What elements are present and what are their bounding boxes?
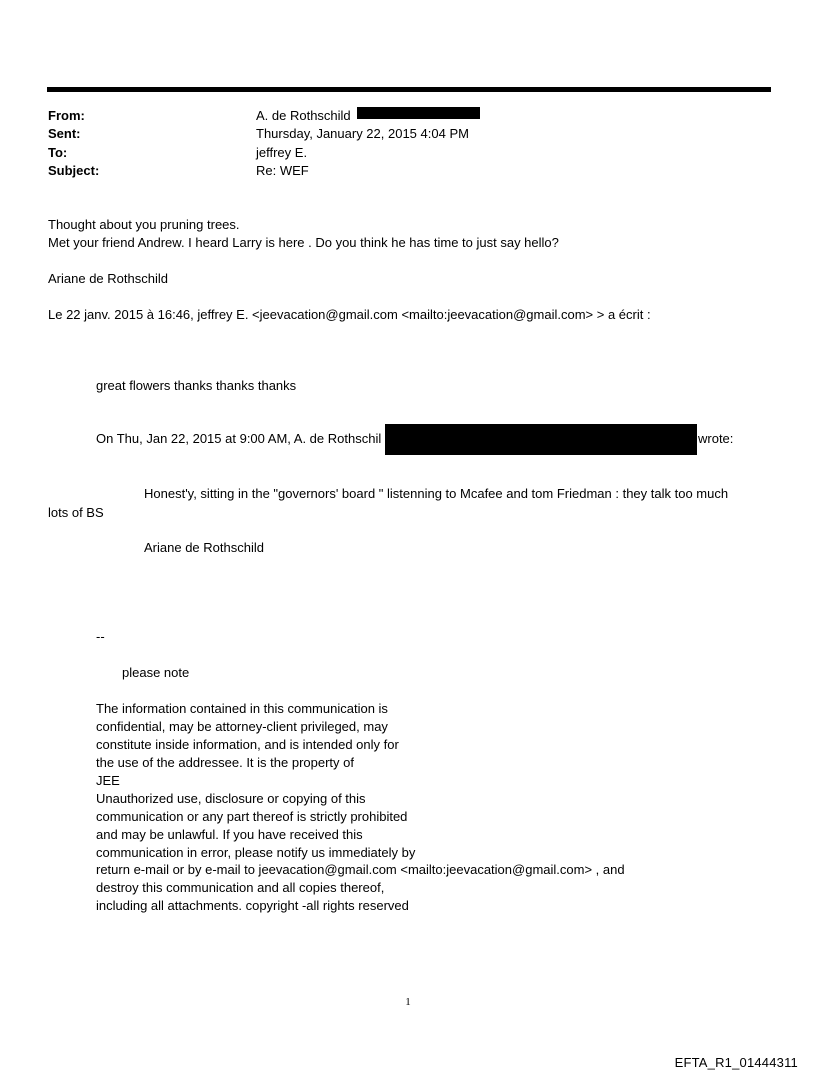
body-signature: Ariane de Rothschild — [48, 271, 168, 286]
disclaimer-line: and may be unlawful. If you have received this — [96, 827, 363, 842]
reply-quote-wrote: wrote: — [698, 431, 734, 446]
disclaimer-line: communication or any part thereof is strictly prohibited — [96, 809, 408, 824]
disclaimer-line: return e-mail or by e-mail to jeevacation@gmail.com <mailto:jeevacation@gmail.com> , and — [96, 862, 625, 877]
nested-line-2: lots of BS — [48, 505, 104, 520]
disclaimer-line: JEE — [96, 773, 120, 788]
reply-text: great flowers thanks thanks thanks — [96, 378, 297, 393]
disclaimer-line: communication in error, please notify us immediately by — [96, 845, 416, 860]
disclaimer-line: The information contained in this communication is — [96, 701, 388, 716]
to-value: jeffrey E. — [256, 145, 308, 160]
body-line-2: Met your friend Andrew. I heard Larry is here . Do you think he has time to just say hello? — [48, 235, 559, 250]
nested-signature: Ariane de Rothschild — [144, 540, 264, 555]
nested-line-1: Honest'y, sitting in the "governors' board " listenning to Mcafee and tom Friedman : they talk too much — [144, 486, 729, 501]
body-line-1: Thought about you pruning trees. — [48, 217, 240, 232]
subject-value: Re: WEF — [256, 163, 309, 178]
redaction-from-email — [357, 107, 480, 119]
page-number: 1 — [405, 996, 411, 1008]
sent-value: Thursday, January 22, 2015 4:04 PM — [256, 126, 469, 141]
header-rule — [47, 87, 771, 92]
disclaimer-line: including all attachments. copyright -all rights reserved — [96, 898, 409, 913]
quote-intro: Le 22 janv. 2015 à 16:46, jeffrey E. <jeevacation@gmail.com <mailto:jeevacation@gmail.com> > a écrit : — [48, 307, 651, 322]
sent-label: Sent: — [48, 126, 81, 141]
from-value: A. de Rothschild — [256, 108, 351, 123]
reply-quote-intro: On Thu, Jan 22, 2015 at 9:00 AM, A. de Rothschil — [96, 431, 382, 446]
disclaimer-line: constitute inside information, and is intended only for — [96, 737, 399, 752]
disclaimer-line: destroy this communication and all copies thereof, — [96, 880, 385, 895]
footer-separator: -- — [96, 629, 105, 644]
to-label: To: — [48, 145, 68, 160]
disclaimer-line: the use of the addressee. It is the property of — [96, 755, 354, 770]
document-id: EFTA_R1_01444311 — [674, 1055, 798, 1070]
redaction-reply-address — [385, 424, 697, 455]
note-heading: please note — [122, 665, 190, 680]
disclaimer-line: Unauthorized use, disclosure or copying of this — [96, 791, 366, 806]
disclaimer-line: confidential, may be attorney-client privileged, may — [96, 719, 388, 734]
from-label: From: — [48, 108, 85, 123]
subject-label: Subject: — [48, 163, 100, 178]
